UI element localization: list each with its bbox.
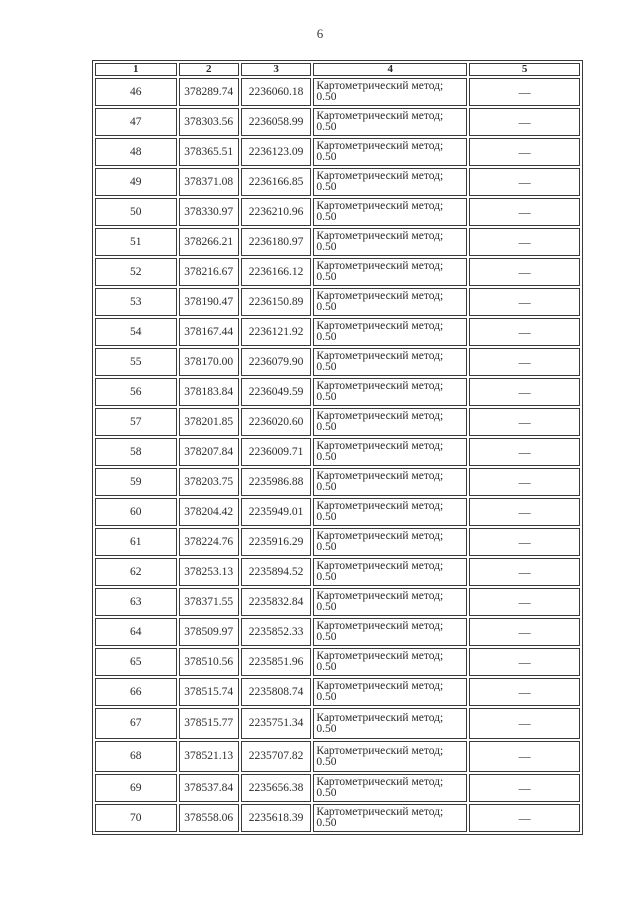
accuracy-value: 0.50 [316,271,337,283]
point-number-cell: 58 [95,438,177,466]
point-number-cell: 53 [95,288,177,316]
y-coordinate-cell: 2235851.96 [241,648,311,676]
point-number-cell: 67 [95,708,177,739]
point-number-cell: 61 [95,528,177,556]
method-label: Картометрический метод; [316,470,444,482]
method-cell [313,498,467,526]
method-cell [313,378,467,406]
point-number-cell: 63 [95,588,177,616]
accuracy-value: 0.50 [316,121,337,133]
x-coordinate-cell: 378216.67 [179,258,239,286]
method-cell [313,528,467,556]
table-row [95,588,580,616]
note-cell: — [469,708,580,739]
accuracy-value: 0.50 [316,722,337,735]
accuracy-value: 0.50 [316,181,337,193]
x-coordinate-cell: 378207.84 [179,438,239,466]
note-cell: — [469,468,580,496]
x-coordinate-cell: 378253.13 [179,558,239,586]
y-coordinate-cell: 2236180.97 [241,228,311,256]
table-row [95,108,580,136]
method-cell [313,678,467,706]
header-col-3: 3 [241,63,311,76]
header-col-5: 5 [469,63,580,76]
y-coordinate-cell: 2236166.85 [241,168,311,196]
accuracy-value: 0.50 [316,301,337,313]
table-row [95,168,580,196]
method-label: Картометрический метод; [316,350,444,362]
method-cell [313,78,467,106]
method-label: Картометрический метод; [316,680,444,692]
x-coordinate-cell: 378365.51 [179,138,239,166]
note-cell: — [469,774,580,802]
accuracy-value: 0.50 [316,511,337,523]
header-col-4: 4 [313,63,467,76]
point-number-cell: 57 [95,408,177,436]
accuracy-value: 0.50 [316,211,337,223]
table-row [95,408,580,436]
accuracy-value: 0.50 [316,361,337,373]
table-row [95,804,580,832]
method-cell [313,588,467,616]
table-row [95,741,580,772]
y-coordinate-cell: 2235916.29 [241,528,311,556]
y-coordinate-cell: 2235832.84 [241,588,311,616]
method-cell [313,138,467,166]
accuracy-value: 0.50 [316,755,337,768]
note-cell: — [469,648,580,676]
x-coordinate-cell: 378203.75 [179,468,239,496]
note-cell: — [469,408,580,436]
note-cell: — [469,348,580,376]
y-coordinate-cell: 2236123.09 [241,138,311,166]
note-cell: — [469,588,580,616]
note-cell: — [469,618,580,646]
header-col-1: 1 [95,63,177,76]
method-cell [313,108,467,136]
note-cell: — [469,108,580,136]
y-coordinate-cell: 2235656.38 [241,774,311,802]
page-number: 6 [316,26,324,41]
x-coordinate-cell: 378521.13 [179,741,239,772]
table-header-row [95,63,580,76]
point-number-cell: 65 [95,648,177,676]
point-number-cell: 54 [95,318,177,346]
note-cell: — [469,528,580,556]
y-coordinate-cell: 2236049.59 [241,378,311,406]
accuracy-value: 0.50 [316,601,337,613]
note-cell: — [469,228,580,256]
y-coordinate-cell: 2236020.60 [241,408,311,436]
y-coordinate-cell: 2235986.88 [241,468,311,496]
method-label: Картометрический метод; [316,590,444,602]
note-cell: — [469,804,580,832]
method-label: Картометрический метод; [316,380,444,392]
table-row [95,648,580,676]
accuracy-value: 0.50 [316,91,337,103]
y-coordinate-cell: 2235949.01 [241,498,311,526]
x-coordinate-cell: 378558.06 [179,804,239,832]
note-cell: — [469,318,580,346]
point-number-cell: 55 [95,348,177,376]
x-coordinate-cell: 378515.77 [179,708,239,739]
y-coordinate-cell: 2236210.96 [241,198,311,226]
table-row [95,468,580,496]
method-label: Картометрический метод; [316,500,444,512]
note-cell: — [469,741,580,772]
x-coordinate-cell: 378183.84 [179,378,239,406]
method-cell [313,804,467,832]
header-col-2: 2 [179,63,239,76]
method-label: Картометрический метод; [316,170,444,182]
table-row [95,498,580,526]
table-row [95,198,580,226]
method-cell [313,258,467,286]
accuracy-value: 0.50 [316,391,337,403]
x-coordinate-cell: 378371.08 [179,168,239,196]
method-label: Картометрический метод; [316,440,444,452]
point-number-cell: 52 [95,258,177,286]
table-row [95,78,580,106]
table-row [95,708,580,739]
note-cell: — [469,288,580,316]
table-row [95,528,580,556]
note-cell: — [469,498,580,526]
note-cell: — [469,558,580,586]
table-row [95,378,580,406]
method-label: Картометрический метод; [316,320,444,332]
note-cell: — [469,138,580,166]
method-label: Картометрический метод; [316,711,444,724]
x-coordinate-cell: 378167.44 [179,318,239,346]
method-label: Картометрический метод; [316,290,444,302]
method-label: Картометрический метод; [316,230,444,242]
table-row [95,228,580,256]
y-coordinate-cell: 2236166.12 [241,258,311,286]
method-cell [313,468,467,496]
table-row [95,288,580,316]
method-cell [313,318,467,346]
point-number-cell: 66 [95,678,177,706]
method-cell [313,558,467,586]
point-number-cell: 68 [95,741,177,772]
y-coordinate-cell: 2235852.33 [241,618,311,646]
x-coordinate-cell: 378303.56 [179,108,239,136]
method-label: Картометрический метод; [316,560,444,572]
method-label: Картометрический метод; [316,410,444,422]
method-cell [313,438,467,466]
method-label: Картометрический метод; [316,620,444,632]
method-label: Картометрический метод; [316,200,444,212]
table-row [95,318,580,346]
method-cell [313,618,467,646]
note-cell: — [469,78,580,106]
point-number-cell: 60 [95,498,177,526]
method-cell [313,198,467,226]
x-coordinate-cell: 378509.97 [179,618,239,646]
method-cell [313,348,467,376]
table-row [95,678,580,706]
y-coordinate-cell: 2236150.89 [241,288,311,316]
x-coordinate-cell: 378201.85 [179,408,239,436]
y-coordinate-cell: 2236121.92 [241,318,311,346]
accuracy-value: 0.50 [316,571,337,583]
note-cell: — [469,258,580,286]
accuracy-value: 0.50 [316,817,337,829]
x-coordinate-cell: 378537.84 [179,774,239,802]
method-cell [313,408,467,436]
accuracy-value: 0.50 [316,151,337,163]
point-number-cell: 48 [95,138,177,166]
method-cell [313,168,467,196]
note-cell: — [469,168,580,196]
note-cell: — [469,378,580,406]
accuracy-value: 0.50 [316,661,337,673]
y-coordinate-cell: 2235618.39 [241,804,311,832]
accuracy-value: 0.50 [316,331,337,343]
x-coordinate-cell: 378224.76 [179,528,239,556]
method-label: Картометрический метод; [316,80,444,92]
table-row [95,438,580,466]
point-number-cell: 51 [95,228,177,256]
method-label: Картометрический метод; [316,650,444,662]
method-label: Картометрический метод; [316,110,444,122]
method-cell [313,228,467,256]
table-row [95,774,580,802]
point-number-cell: 47 [95,108,177,136]
method-label: Картометрический метод; [316,744,444,757]
table-row [95,138,580,166]
x-coordinate-cell: 378204.42 [179,498,239,526]
point-number-cell: 56 [95,378,177,406]
x-coordinate-cell: 378170.00 [179,348,239,376]
point-number-cell: 49 [95,168,177,196]
accuracy-value: 0.50 [316,481,337,493]
x-coordinate-cell: 378190.47 [179,288,239,316]
point-number-cell: 50 [95,198,177,226]
y-coordinate-cell: 2236009.71 [241,438,311,466]
accuracy-value: 0.50 [316,631,337,643]
accuracy-value: 0.50 [316,451,337,463]
method-label: Картометрический метод; [316,140,444,152]
accuracy-value: 0.50 [316,421,337,433]
note-cell: — [469,438,580,466]
y-coordinate-cell: 2235751.34 [241,708,311,739]
accuracy-value: 0.50 [316,691,337,703]
method-label: Картометрический метод; [316,806,444,818]
point-number-cell: 64 [95,618,177,646]
x-coordinate-cell: 378289.74 [179,78,239,106]
accuracy-value: 0.50 [316,787,337,799]
x-coordinate-cell: 378266.21 [179,228,239,256]
table-row [95,258,580,286]
y-coordinate-cell: 2236079.90 [241,348,311,376]
point-number-cell: 46 [95,78,177,106]
table-row [95,558,580,586]
method-label: Картометрический метод; [316,530,444,542]
method-label: Картометрический метод; [316,776,444,788]
x-coordinate-cell: 378371.55 [179,588,239,616]
note-cell: — [469,198,580,226]
method-cell [313,648,467,676]
method-cell [313,708,467,739]
accuracy-value: 0.50 [316,541,337,553]
y-coordinate-cell: 2235808.74 [241,678,311,706]
y-coordinate-cell: 2235707.82 [241,741,311,772]
point-number-cell: 59 [95,468,177,496]
method-cell [313,774,467,802]
coordinates-table [92,60,583,835]
method-cell [313,288,467,316]
y-coordinate-cell: 2236058.99 [241,108,311,136]
accuracy-value: 0.50 [316,241,337,253]
y-coordinate-cell: 2236060.18 [241,78,311,106]
method-label: Картометрический метод; [316,260,444,272]
x-coordinate-cell: 378330.97 [179,198,239,226]
point-number-cell: 69 [95,774,177,802]
table-row [95,618,580,646]
x-coordinate-cell: 378515.74 [179,678,239,706]
y-coordinate-cell: 2235894.52 [241,558,311,586]
x-coordinate-cell: 378510.56 [179,648,239,676]
table-row [95,348,580,376]
point-number-cell: 62 [95,558,177,586]
method-cell [313,741,467,772]
note-cell: — [469,678,580,706]
point-number-cell: 70 [95,804,177,832]
table-body [95,78,580,832]
